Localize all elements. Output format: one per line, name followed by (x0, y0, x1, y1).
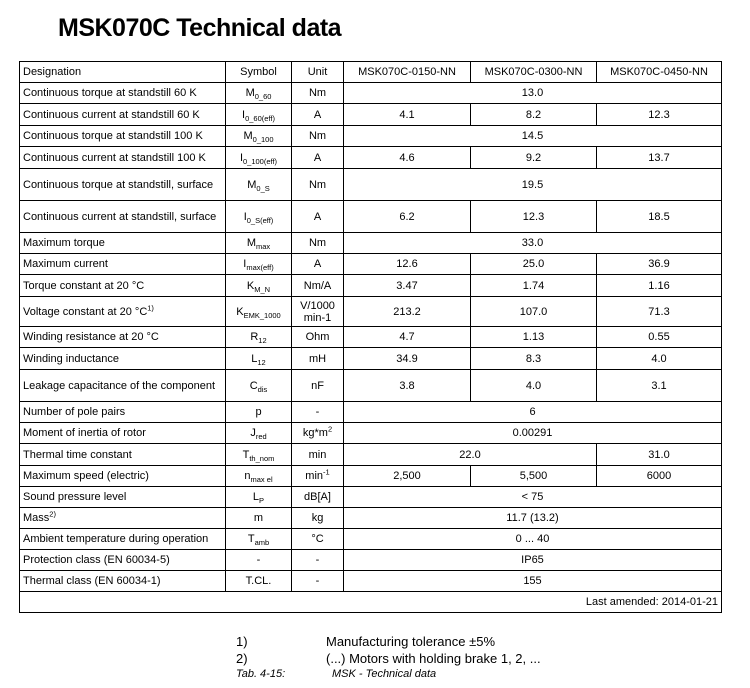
table-row (20, 327, 722, 348)
table-row (20, 466, 722, 487)
symbol-subscript: 0_100(eff) (243, 156, 278, 166)
table-row (20, 487, 722, 508)
designation-cell (20, 126, 226, 147)
table-row (20, 83, 722, 104)
footnote-text: Manufacturing tolerance ±5% (326, 634, 496, 649)
symbol-subscript: th_nom (249, 453, 275, 463)
symbol-text: T (242, 448, 250, 461)
designation-text: Continuous torque at standstill, surface (23, 178, 214, 191)
unit-cell (292, 370, 344, 402)
table-row (20, 571, 722, 592)
caption-text: MSK - Technical data (332, 668, 437, 680)
unit-cell (292, 275, 344, 297)
designation-cell (20, 169, 226, 201)
value-cell: 33.0 (344, 233, 722, 254)
designation-cell (20, 275, 226, 297)
value-cell: 5,500 (471, 466, 597, 487)
value-cell: 2,500 (344, 466, 471, 487)
unit-cell (292, 348, 344, 370)
unit-text: min (305, 470, 324, 482)
designation-cell (20, 297, 226, 327)
designation-cell (20, 254, 226, 275)
symbol-cell (226, 402, 292, 423)
designation-text: Mass (23, 512, 50, 524)
designation-text: Thermal class (EN 60034-1) (23, 575, 161, 587)
footnotes (236, 634, 541, 680)
symbol-text: C (249, 379, 258, 392)
value-cell: 25.0 (471, 254, 597, 275)
symbol-text: n (244, 470, 251, 482)
value-cell: 13.0 (344, 83, 722, 104)
value-cell: 4.7 (344, 327, 471, 348)
designation-cell (20, 423, 226, 444)
value-cell: 6.2 (344, 201, 471, 233)
table-row (20, 423, 722, 444)
table-row (20, 254, 722, 275)
value-cell: 107.0 (471, 297, 597, 327)
page-title: MSK070C Technical data (58, 14, 342, 42)
value-cell: 22.0 (344, 444, 597, 466)
symbol-cell (226, 550, 292, 571)
designation-text: Ambient temperature during operation (23, 533, 209, 545)
unit-text: A (313, 258, 322, 270)
value-cell: 34.9 (344, 348, 471, 370)
unit-text: nF (311, 379, 324, 392)
value-cell: 3.8 (344, 370, 471, 402)
value-cell: 12.3 (597, 104, 722, 126)
unit-cell (292, 233, 344, 254)
value-cell: 8.2 (471, 104, 597, 126)
designation-text: Leakage capacitance of the component (23, 379, 216, 392)
unit-cell (292, 508, 344, 529)
value-cell: 4.6 (344, 147, 471, 169)
table-row (20, 169, 722, 201)
last-amended: Last amended: 2014-01-21 (20, 592, 722, 613)
unit-text: mH (308, 352, 327, 365)
symbol-cell (226, 147, 292, 169)
footnote-text: (...) Motors with holding brake 1, 2, ... (326, 651, 541, 666)
symbol-cell (226, 254, 292, 275)
designation-cell (20, 370, 226, 402)
symbol-text: L (252, 491, 260, 503)
designation-cell (20, 201, 226, 233)
unit-text: kg*m (302, 427, 328, 439)
designation-cell (20, 104, 226, 126)
header-symbol: Symbol (226, 62, 292, 83)
designation-cell (20, 466, 226, 487)
header-unit: Unit (292, 62, 344, 83)
unit-text: A (313, 210, 322, 223)
symbol-text: M (246, 237, 256, 249)
designation-text: Voltage constant at 20 °C (23, 305, 148, 318)
unit-cell (292, 327, 344, 348)
value-cell: 1.74 (471, 275, 597, 297)
symbol-subscript: max (256, 242, 271, 252)
symbol-text: I (239, 151, 243, 164)
value-cell: 1.13 (471, 327, 597, 348)
symbol-subscript: 0_S(eff) (246, 215, 274, 225)
designation-cell (20, 487, 226, 508)
symbol-subscript: red (255, 432, 267, 442)
symbol-cell (226, 571, 292, 592)
designation-cell (20, 571, 226, 592)
value-cell: 155 (344, 571, 722, 592)
symbol-text: I (243, 210, 247, 223)
value-cell: 31.0 (597, 444, 722, 466)
value-cell: IP65 (344, 550, 722, 571)
value-cell: 12.6 (344, 254, 471, 275)
unit-text: °C (311, 533, 324, 545)
unit-cell (292, 201, 344, 233)
table-body (20, 83, 722, 592)
symbol-cell (226, 104, 292, 126)
value-cell: < 75 (344, 487, 722, 508)
value-cell: 6000 (597, 466, 722, 487)
designation-text: Continuous torque at standstill 100 K (23, 130, 203, 142)
symbol-text: M (247, 178, 257, 191)
unit-cell (292, 126, 344, 147)
value-cell: 18.5 (597, 201, 722, 233)
value-cell: 11.7 (13.2) (344, 508, 722, 529)
footnote (236, 634, 541, 651)
symbol-text: J (250, 427, 256, 439)
value-cell: 8.3 (471, 348, 597, 370)
caption-number: Tab. 4-15: (236, 668, 286, 680)
footnote-number: 1) (236, 634, 248, 649)
symbol-cell (226, 126, 292, 147)
technical-data-table (19, 61, 722, 613)
symbol-text: T (247, 533, 255, 545)
symbol-cell (226, 233, 292, 254)
unit-text: - (315, 554, 320, 566)
value-cell: 36.9 (597, 254, 722, 275)
unit-cell (292, 550, 344, 571)
unit-text: kg (311, 512, 324, 524)
designation-text: Winding inductance (23, 352, 120, 365)
symbol-subscript: P (259, 496, 265, 506)
table-caption (236, 668, 541, 680)
header-designation: Designation (20, 62, 226, 83)
symbol-text: - (256, 554, 261, 566)
symbol-subscript: 0_100 (252, 135, 274, 145)
symbol-text: M (245, 87, 255, 99)
unit-text: min (308, 448, 327, 461)
symbol-text: M (243, 130, 253, 142)
header-model-0300: MSK070C-0300-NN (471, 62, 597, 83)
symbol-subscript: dis (257, 384, 268, 394)
table-row (20, 550, 722, 571)
value-cell: 0.00291 (344, 423, 722, 444)
header-model-0150: MSK070C-0150-NN (344, 62, 471, 83)
unit-text: Nm (308, 237, 327, 249)
unit-text: - (315, 406, 320, 418)
designation-text: Moment of inertia of rotor (23, 427, 146, 439)
symbol-cell (226, 297, 292, 327)
symbol-text: T.CL. (245, 575, 272, 587)
value-cell: 4.0 (471, 370, 597, 402)
symbol-cell (226, 83, 292, 104)
symbol-cell (226, 508, 292, 529)
designation-cell (20, 327, 226, 348)
designation-text: Continuous current at standstill 100 K (23, 151, 206, 164)
designation-text: Number of pole pairs (23, 406, 126, 418)
unit-text: Nm/A (303, 279, 332, 292)
symbol-cell (226, 348, 292, 370)
unit-text: - (315, 575, 320, 587)
designation-cell (20, 348, 226, 370)
value-cell: 3.1 (597, 370, 722, 402)
designation-text: Maximum current (23, 258, 108, 270)
symbol-text: K (246, 279, 255, 292)
unit-cell (292, 487, 344, 508)
symbol-cell (226, 529, 292, 550)
table-footer-row (20, 592, 722, 613)
designation-text: Torque constant at 20 °C (23, 279, 145, 292)
table-row (20, 104, 722, 126)
unit-text: A (313, 108, 322, 121)
designation-cell (20, 529, 226, 550)
unit-cell (292, 147, 344, 169)
value-cell: 0.55 (597, 327, 722, 348)
designation-text: Continuous torque at standstill 60 K (23, 87, 197, 99)
unit-superscript: 2 (327, 424, 333, 434)
designation-text: Maximum speed (electric) (23, 470, 149, 482)
symbol-cell (226, 275, 292, 297)
unit-cell (292, 529, 344, 550)
unit-cell (292, 169, 344, 201)
designation-text: Thermal time constant (23, 448, 132, 461)
symbol-cell (226, 169, 292, 201)
value-cell: 14.5 (344, 126, 722, 147)
unit-text: V/1000 min-1 (300, 299, 335, 324)
designation-text: Continuous current at standstill, surface (23, 210, 217, 223)
designation-text: Continuous current at standstill 60 K (23, 108, 200, 121)
symbol-text: L (251, 352, 258, 365)
symbol-subscript: 12 (258, 336, 267, 346)
unit-cell (292, 104, 344, 126)
header-model-0450: MSK070C-0450-NN (597, 62, 722, 83)
unit-text: A (313, 151, 322, 164)
symbol-text: I (243, 258, 247, 270)
unit-cell (292, 297, 344, 327)
designation-cell (20, 233, 226, 254)
value-cell: 0 ... 40 (344, 529, 722, 550)
symbol-text: K (236, 305, 244, 318)
symbol-cell (226, 370, 292, 402)
symbol-subscript: 0_S (256, 183, 270, 193)
designation-text: Maximum torque (23, 237, 105, 249)
unit-cell (292, 571, 344, 592)
symbol-subscript: 12 (257, 357, 266, 367)
footnote (236, 651, 541, 668)
unit-superscript: -1 (323, 467, 330, 477)
symbol-cell (226, 423, 292, 444)
unit-text: dB[A] (304, 491, 331, 503)
value-cell: 12.3 (471, 201, 597, 233)
designation-cell (20, 508, 226, 529)
table-row (20, 147, 722, 169)
value-cell: 4.1 (344, 104, 471, 126)
symbol-subscript: amb (254, 538, 270, 548)
unit-text: Nm (308, 178, 327, 191)
table-row (20, 402, 722, 423)
symbol-text: I (242, 108, 246, 121)
symbol-cell (226, 466, 292, 487)
value-cell: 71.3 (597, 297, 722, 327)
designation-cell (20, 402, 226, 423)
unit-cell (292, 83, 344, 104)
designation-cell (20, 83, 226, 104)
designation-cell (20, 444, 226, 466)
unit-text: Nm (308, 87, 327, 99)
symbol-cell (226, 487, 292, 508)
table-row (20, 126, 722, 147)
footnote-ref: 1) (147, 302, 154, 312)
value-cell: 3.47 (344, 275, 471, 297)
unit-cell (292, 402, 344, 423)
symbol-text: p (255, 406, 262, 418)
unit-cell (292, 466, 344, 487)
symbol-cell (226, 327, 292, 348)
symbol-text: R (250, 331, 259, 343)
value-cell: 213.2 (344, 297, 471, 327)
symbol-subscript: max(eff) (246, 263, 274, 273)
designation-text: Sound pressure level (23, 491, 127, 503)
footnote-ref: 2) (49, 509, 56, 519)
symbol-subscript: max el (250, 475, 273, 485)
value-cell: 13.7 (597, 147, 722, 169)
value-cell: 1.16 (597, 275, 722, 297)
symbol-subscript: 0_60 (254, 92, 272, 102)
footnote-number: 2) (236, 651, 248, 666)
symbol-text: m (253, 512, 264, 524)
value-cell: 19.5 (344, 169, 722, 201)
table-row (20, 348, 722, 370)
table-row (20, 508, 722, 529)
unit-text: Nm (308, 130, 327, 142)
symbol-subscript: EMK_1000 (243, 310, 281, 320)
table-row (20, 444, 722, 466)
designation-cell (20, 147, 226, 169)
value-cell: 4.0 (597, 348, 722, 370)
table-header-row (20, 62, 722, 83)
table-row (20, 529, 722, 550)
designation-text: Winding resistance at 20 °C (23, 331, 159, 343)
value-cell: 9.2 (471, 147, 597, 169)
symbol-cell (226, 201, 292, 233)
table-row (20, 201, 722, 233)
unit-cell (292, 444, 344, 466)
designation-text: Protection class (EN 60034-5) (23, 554, 170, 566)
symbol-subscript: M_N (254, 284, 271, 294)
value-cell: 6 (344, 402, 722, 423)
unit-cell (292, 254, 344, 275)
unit-cell (292, 423, 344, 444)
table-row (20, 275, 722, 297)
table-row (20, 370, 722, 402)
table-row (20, 233, 722, 254)
symbol-cell (226, 444, 292, 466)
symbol-subscript: 0_60(eff) (245, 113, 275, 123)
unit-text: Ohm (305, 331, 330, 343)
designation-cell (20, 550, 226, 571)
table-row (20, 297, 722, 327)
